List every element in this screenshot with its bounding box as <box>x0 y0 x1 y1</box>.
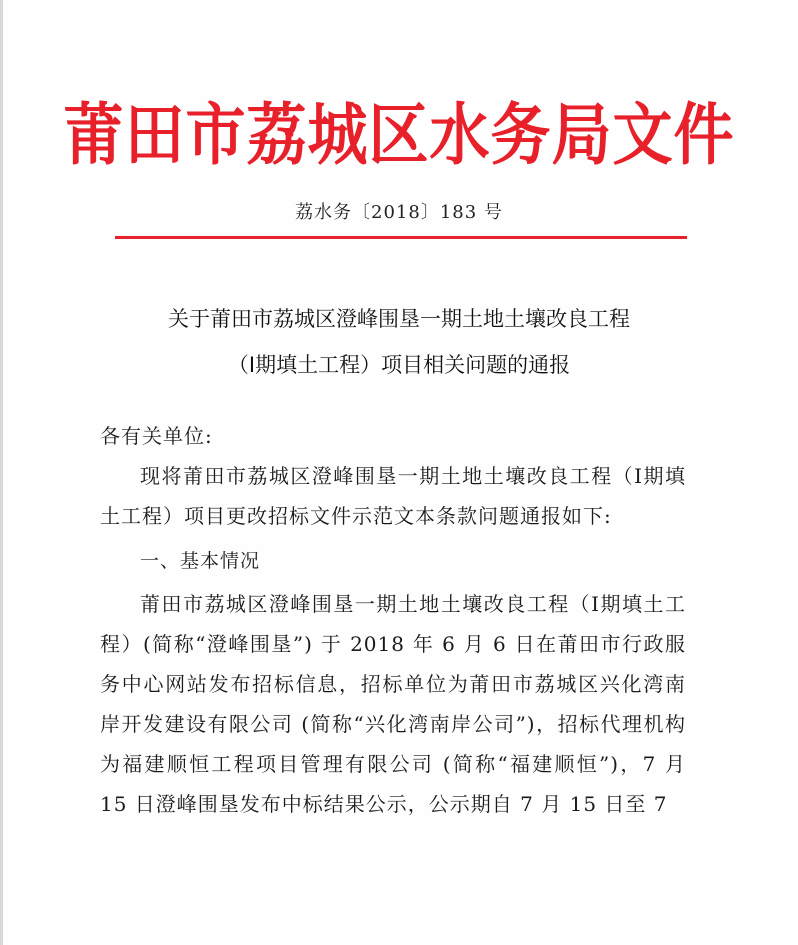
subject-line-1: 关于莆田市荔城区澄峰围垦一期土地土壤改良工程 <box>168 307 630 331</box>
section-paragraph-basic-info: 莆田市荔城区澄峰围垦一期土地土壤改良工程（Ⅰ期填土工程）(简称“澄峰围垦”) 于 2018 年 6 月 6 日在莆田市行政服务中心网站发布招标信息，招标单位为莆田市荔城区兴化湾南岸开发建设有限公司 (简称“兴化湾南岸公司”)，招标代理机构为福建顺恒工程项目管理有限公司 (简称“福建顺恒”)，7 月 15 日澄峰围垦发布中标结果公示，公示期自 7 月 15 日至 7 <box>100 592 686 816</box>
document-number: 荔水务〔2018〕183 号 <box>295 202 503 223</box>
section-heading-basic-info: 一、基本情况 <box>140 550 261 572</box>
red-divider-line <box>115 236 687 239</box>
subject-line-2: （Ⅰ期填土工程）项目相关问题的通报 <box>227 353 571 377</box>
document-subject <box>0 296 798 388</box>
salutation: 各有关单位: <box>100 424 213 448</box>
document-header-title: 莆田市荔城区水务局文件 <box>63 96 735 175</box>
intro-paragraph: 现将莆田市荔城区澄峰围垦一期土地土壤改良工程（Ⅰ期填土工程）项目更改招标文件示范文本条款问题通报如下: <box>100 464 686 528</box>
